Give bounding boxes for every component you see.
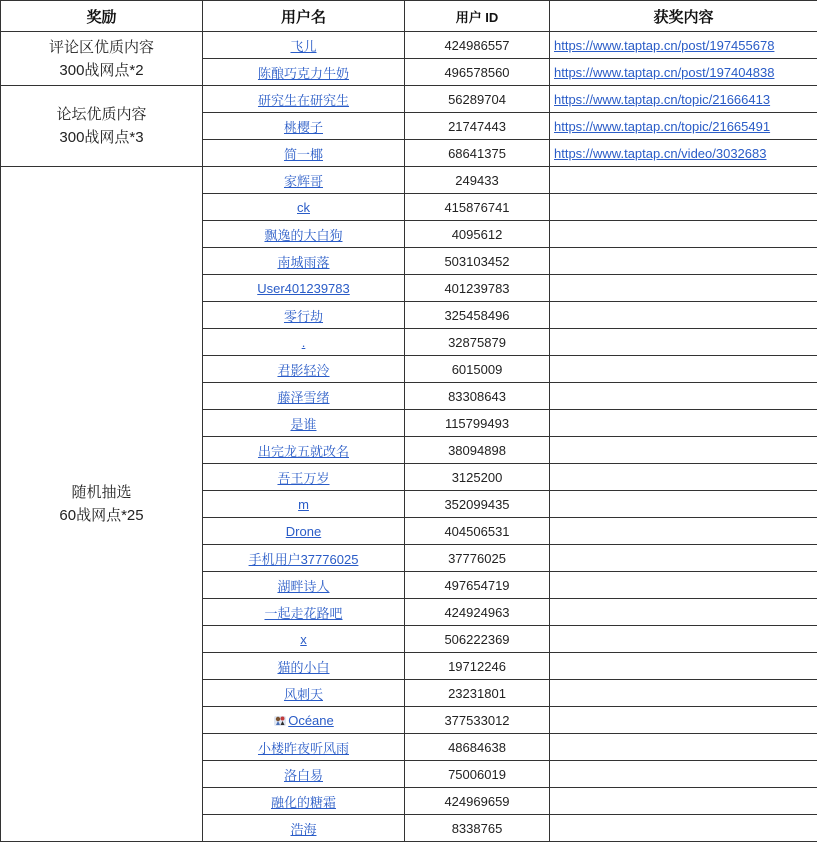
user-id-cell: 23231801 bbox=[405, 680, 550, 707]
content-cell bbox=[550, 167, 817, 194]
content-cell bbox=[550, 788, 817, 815]
header-row bbox=[1, 1, 817, 32]
header-award: 奖励 bbox=[1, 1, 203, 32]
username-link[interactable] bbox=[284, 309, 323, 324]
table-row bbox=[1, 86, 817, 113]
content-link[interactable]: https://www.taptap.cn/post/197455678 bbox=[554, 37, 775, 53]
username-text: 藤泽雪绪 bbox=[277, 389, 330, 405]
content-cell bbox=[550, 329, 817, 356]
username-text: 浩海 bbox=[290, 821, 317, 837]
username-link[interactable] bbox=[297, 200, 310, 215]
username-cell bbox=[203, 248, 405, 275]
content-link[interactable]: https://www.taptap.cn/topic/21666413 bbox=[554, 91, 771, 107]
user-id-cell: 503103452 bbox=[405, 248, 550, 275]
username-link[interactable] bbox=[277, 660, 329, 675]
user-id-cell: 48684638 bbox=[405, 734, 550, 761]
award-cell bbox=[1, 32, 203, 86]
username-cell bbox=[203, 626, 405, 653]
username-text: 湖畔诗人 bbox=[277, 578, 330, 594]
username-cell bbox=[203, 599, 405, 626]
username-cell bbox=[203, 59, 405, 86]
user-id-cell: 424986557 bbox=[405, 32, 550, 59]
user-id-cell: 56289704 bbox=[405, 86, 550, 113]
content-cell bbox=[550, 248, 817, 275]
user-id-cell: 506222369 bbox=[405, 626, 550, 653]
username-link[interactable] bbox=[273, 713, 334, 728]
user-id-cell: 8338765 bbox=[405, 815, 550, 842]
user-id-cell: 4095612 bbox=[405, 221, 550, 248]
username-link[interactable] bbox=[290, 417, 316, 432]
content-cell bbox=[550, 302, 817, 329]
username-cell bbox=[203, 437, 405, 464]
award-title: 论坛优质内容 bbox=[56, 106, 147, 123]
username-text: m bbox=[298, 496, 309, 512]
username-text: 猫的小白 bbox=[277, 659, 330, 675]
username-text: 融化的糖霜 bbox=[270, 794, 336, 810]
username-text: 零行劫 bbox=[283, 308, 323, 324]
user-id-cell: 37776025 bbox=[405, 545, 550, 572]
user-id-cell: 32875879 bbox=[405, 329, 550, 356]
content-cell bbox=[550, 707, 817, 734]
content-cell bbox=[550, 491, 817, 518]
content-cell bbox=[550, 140, 817, 167]
username-text: 陈酿巧克力牛奶 bbox=[257, 65, 349, 81]
header-content: 获奖内容 bbox=[550, 1, 817, 32]
table-row bbox=[1, 167, 817, 194]
content-link[interactable]: https://www.taptap.cn/topic/21665491 bbox=[554, 118, 771, 134]
username-text: 家辉哥 bbox=[283, 173, 323, 189]
username-text: 飞儿 bbox=[290, 38, 317, 54]
username-cell bbox=[203, 86, 405, 113]
username-cell bbox=[203, 194, 405, 221]
user-id-cell: 424924963 bbox=[405, 599, 550, 626]
username-cell bbox=[203, 275, 405, 302]
username-cell bbox=[203, 302, 405, 329]
user-id-cell: 325458496 bbox=[405, 302, 550, 329]
award-cell bbox=[1, 86, 203, 167]
username-link[interactable] bbox=[290, 39, 316, 54]
table-body bbox=[1, 32, 817, 842]
user-id-cell: 38094898 bbox=[405, 437, 550, 464]
username-link[interactable] bbox=[284, 687, 323, 702]
award-prize: 300战网点*3 bbox=[59, 129, 144, 146]
username-text: . bbox=[301, 334, 306, 350]
content-cell bbox=[550, 572, 817, 599]
header-username: 用户名 bbox=[203, 1, 405, 32]
username-link[interactable] bbox=[286, 524, 321, 539]
content-cell bbox=[550, 410, 817, 437]
user-id-cell: 496578560 bbox=[405, 59, 550, 86]
user-id-cell: 6015009 bbox=[405, 356, 550, 383]
username-cell bbox=[203, 356, 405, 383]
award-cell bbox=[1, 167, 203, 842]
user-id-cell: 83308643 bbox=[405, 383, 550, 410]
award-title: 评论区优质内容 bbox=[48, 38, 154, 56]
username-link[interactable] bbox=[258, 66, 349, 81]
content-cell bbox=[550, 356, 817, 383]
username-text: 吾王万岁 bbox=[277, 470, 330, 486]
username-link[interactable] bbox=[277, 255, 329, 270]
username-link[interactable] bbox=[284, 174, 323, 189]
user-id-cell: 249433 bbox=[405, 167, 550, 194]
username-link[interactable] bbox=[258, 741, 349, 756]
username-cell bbox=[203, 140, 405, 167]
username-cell bbox=[203, 815, 405, 842]
content-cell bbox=[550, 113, 817, 140]
content-cell bbox=[550, 464, 817, 491]
content-cell bbox=[550, 815, 817, 842]
username-text: 洛白易 bbox=[283, 767, 323, 783]
username-link[interactable] bbox=[300, 632, 307, 647]
username-cell bbox=[203, 788, 405, 815]
username-cell bbox=[203, 167, 405, 194]
user-id-cell: 19712246 bbox=[405, 653, 550, 680]
award-prize: 300战网点*2 bbox=[59, 61, 144, 79]
username-cell bbox=[203, 113, 405, 140]
content-cell bbox=[550, 275, 817, 302]
user-id-cell: 3125200 bbox=[405, 464, 550, 491]
award-title: 随机抽选 bbox=[71, 484, 132, 501]
username-text: Drone bbox=[285, 523, 322, 539]
username-link[interactable] bbox=[271, 795, 336, 810]
username-cell bbox=[203, 32, 405, 59]
content-link[interactable]: https://www.taptap.cn/video/3032683 bbox=[554, 145, 767, 161]
username-cell bbox=[203, 221, 405, 248]
content-cell bbox=[550, 545, 817, 572]
username-link[interactable] bbox=[284, 147, 323, 162]
table-row bbox=[1, 32, 817, 59]
content-link[interactable]: https://www.taptap.cn/post/197404838 bbox=[554, 64, 775, 80]
content-cell bbox=[550, 32, 817, 59]
user-id-cell: 377533012 bbox=[405, 707, 550, 734]
username-link[interactable] bbox=[277, 363, 329, 378]
username-text: ck bbox=[297, 199, 310, 215]
username-text: 桃樱子 bbox=[283, 119, 323, 135]
user-id-cell: 401239783 bbox=[405, 275, 550, 302]
content-cell bbox=[550, 599, 817, 626]
username-link[interactable] bbox=[277, 579, 329, 594]
username-cell bbox=[203, 653, 405, 680]
username-text: 手机用户37776025 bbox=[248, 551, 359, 567]
username-text: 飘逸的大白狗 bbox=[264, 227, 343, 243]
username-cell bbox=[203, 410, 405, 437]
username-text: 南城雨落 bbox=[277, 254, 330, 270]
username-link[interactable] bbox=[258, 444, 349, 459]
user-id-cell: 415876741 bbox=[405, 194, 550, 221]
emoji-icon bbox=[273, 713, 287, 727]
username-cell bbox=[203, 329, 405, 356]
username-text: 研究生在研究生 bbox=[257, 92, 349, 108]
content-cell bbox=[550, 734, 817, 761]
user-id-cell: 68641375 bbox=[405, 140, 550, 167]
username-link[interactable] bbox=[249, 552, 359, 567]
content-cell bbox=[550, 194, 817, 221]
username-cell bbox=[203, 383, 405, 410]
username-cell bbox=[203, 707, 405, 734]
content-cell bbox=[550, 383, 817, 410]
username-text: x bbox=[300, 631, 307, 647]
username-link[interactable] bbox=[298, 497, 309, 512]
username-cell bbox=[203, 518, 405, 545]
username-link[interactable] bbox=[277, 390, 329, 405]
username-text: Océane bbox=[288, 712, 334, 728]
user-id-cell: 115799493 bbox=[405, 410, 550, 437]
username-text: 风刺天 bbox=[283, 686, 323, 702]
username-link[interactable] bbox=[284, 768, 323, 783]
username-text: 一起走花路吧 bbox=[264, 605, 343, 621]
content-cell bbox=[550, 761, 817, 788]
content-cell bbox=[550, 221, 817, 248]
username-link[interactable] bbox=[257, 281, 350, 296]
username-cell bbox=[203, 734, 405, 761]
username-text: 是谁 bbox=[290, 416, 317, 432]
user-id-cell: 21747443 bbox=[405, 113, 550, 140]
content-cell bbox=[550, 653, 817, 680]
content-cell bbox=[550, 626, 817, 653]
username-cell bbox=[203, 680, 405, 707]
user-id-cell: 352099435 bbox=[405, 491, 550, 518]
content-cell bbox=[550, 680, 817, 707]
content-cell bbox=[550, 86, 817, 113]
user-id-cell: 404506531 bbox=[405, 518, 550, 545]
username-link[interactable] bbox=[264, 228, 342, 243]
award-prize: 60战网点*25 bbox=[59, 507, 144, 524]
username-link[interactable] bbox=[302, 335, 306, 350]
username-cell bbox=[203, 491, 405, 518]
content-cell bbox=[550, 437, 817, 464]
content-cell bbox=[550, 59, 817, 86]
username-link[interactable] bbox=[258, 93, 349, 108]
username-text: 君影轻泠 bbox=[277, 362, 330, 378]
username-text: 小楼昨夜听风雨 bbox=[257, 740, 349, 756]
username-link[interactable] bbox=[264, 606, 342, 621]
username-link[interactable] bbox=[277, 471, 329, 486]
username-cell bbox=[203, 761, 405, 788]
user-id-cell: 75006019 bbox=[405, 761, 550, 788]
username-cell bbox=[203, 464, 405, 491]
username-link[interactable] bbox=[290, 822, 316, 837]
username-text: User401239783 bbox=[257, 280, 350, 296]
username-cell bbox=[203, 572, 405, 599]
username-text: 简一椰 bbox=[283, 146, 323, 162]
header-user-id: 用户 ID bbox=[405, 1, 550, 32]
user-id-cell: 424969659 bbox=[405, 788, 550, 815]
username-text: 出完龙五就改名 bbox=[257, 443, 349, 459]
username-cell bbox=[203, 545, 405, 572]
username-link[interactable] bbox=[284, 120, 323, 135]
content-cell bbox=[550, 518, 817, 545]
user-id-cell: 497654719 bbox=[405, 572, 550, 599]
